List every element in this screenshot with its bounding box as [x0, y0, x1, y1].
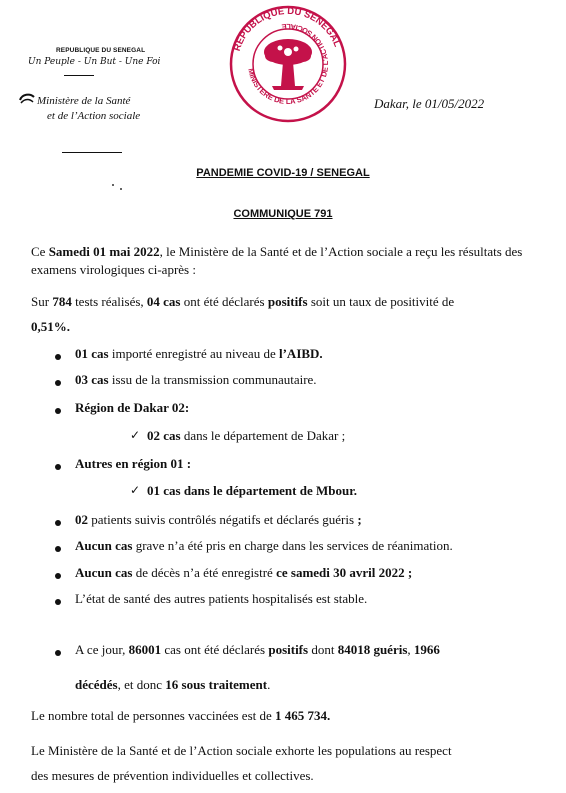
cumulative-totals: A ce jour, 86001 cas ont été déclarés positifs dont 84018 guéris, 1966 — [75, 642, 440, 657]
closing-line2: des mesures de prévention individuelles et collectives. — [31, 768, 314, 783]
list-item: 01 cas importé enregistré au niveau de l’AIBD. — [75, 346, 323, 361]
bullet-dot — [55, 546, 61, 552]
bullet-dot — [55, 520, 61, 526]
total-deaths: 1966 — [413, 642, 440, 657]
total-recovered: 84018 guéris — [337, 642, 408, 657]
ministry-name-line1: Ministère de la Santé — [37, 95, 131, 107]
tests-summary: Sur 784 tests réalisés, 04 cas ont été déclarés positifs soit un taux de positivité de — [31, 294, 455, 309]
tests-count: 784 — [52, 294, 72, 309]
list-item: Autres en région 01 : — [75, 456, 192, 471]
cumulative-totals-cont: décédés, et donc 16 sous traitement. — [75, 677, 271, 692]
positive-cases: 04 cas — [146, 294, 181, 309]
list-item: 03 cas issu de la transmission communautaire. — [75, 372, 317, 387]
closing-line1: Le Ministère de la Santé et de l’Action sociale exhorte les populations au respect — [31, 743, 452, 758]
total-positive: 86001 — [128, 642, 162, 657]
bullet-dot — [55, 380, 61, 386]
bullet-dot — [55, 650, 61, 656]
positivity-rate: 0,51%. — [31, 319, 70, 334]
ministry-name-line2: et de l’Action sociale — [47, 110, 141, 122]
bullet-dot — [55, 354, 61, 360]
official-seal-stamp — [228, 4, 348, 129]
bullet-dot — [55, 599, 61, 605]
vaccinated-count: 1 465 734. — [275, 708, 331, 723]
list-item: Région de Dakar 02: — [75, 400, 190, 415]
republic-name: REPUBLIQUE DU SENEGAL — [56, 47, 146, 54]
intro-paragraph: Ce Samedi 01 mai 2022, le Ministère de la Santé et de l’Action sociale a reçu les résultats des examens virologiques ci-après : — [31, 244, 523, 277]
communique-number: COMMUNIQUE 791 — [233, 208, 333, 220]
ministry-logo-icon — [18, 92, 36, 111]
national-motto: Un Peuple - Un But - Une Foi — [28, 57, 161, 67]
list-item: L’état de santé des autres patients hospitalisés est stable. — [75, 591, 368, 606]
report-date: Samedi 01 mai 2022 — [48, 244, 160, 259]
under-treatment: 16 sous traitement — [165, 677, 268, 692]
bullet-dot — [55, 408, 61, 414]
baobab-emblem-icon — [264, 39, 312, 90]
list-item: 02 cas dans le département de Dakar ; — [147, 428, 346, 443]
header-divider-top — [64, 75, 94, 76]
vaccination-total: Le nombre total de personnes vaccinées est de 1 465 734. — [31, 708, 331, 723]
document-date: Dakar, le 01/05/2022 — [374, 96, 485, 111]
list-item: Aucun cas grave n’a été pris en charge dans les services de réanimation. — [75, 538, 453, 553]
document-title: PANDEMIE COVID-19 / SENEGAL — [196, 167, 370, 179]
list-item: Aucun cas de décès n’a été enregistré ce samedi 30 avril 2022 ; — [75, 565, 413, 580]
list-item: 01 cas dans le département de Mbour. — [147, 483, 358, 498]
seal-inner-text: MINISTERE DE LA SANTE ET DE L'ACTION SOCIALE — [246, 21, 331, 107]
list-item: 02 patients suivis contrôlés négatifs et déclarés guéris ; — [75, 512, 362, 527]
bullet-dot — [55, 573, 61, 579]
bullet-dot — [55, 464, 61, 470]
checkmark-icon: ✓ — [130, 428, 141, 442]
seal-outer-text: REPUBLIQUE DU SENEGAL — [231, 5, 343, 53]
header-divider-bottom — [62, 152, 122, 153]
checkmark-icon: ✓ — [130, 483, 141, 497]
